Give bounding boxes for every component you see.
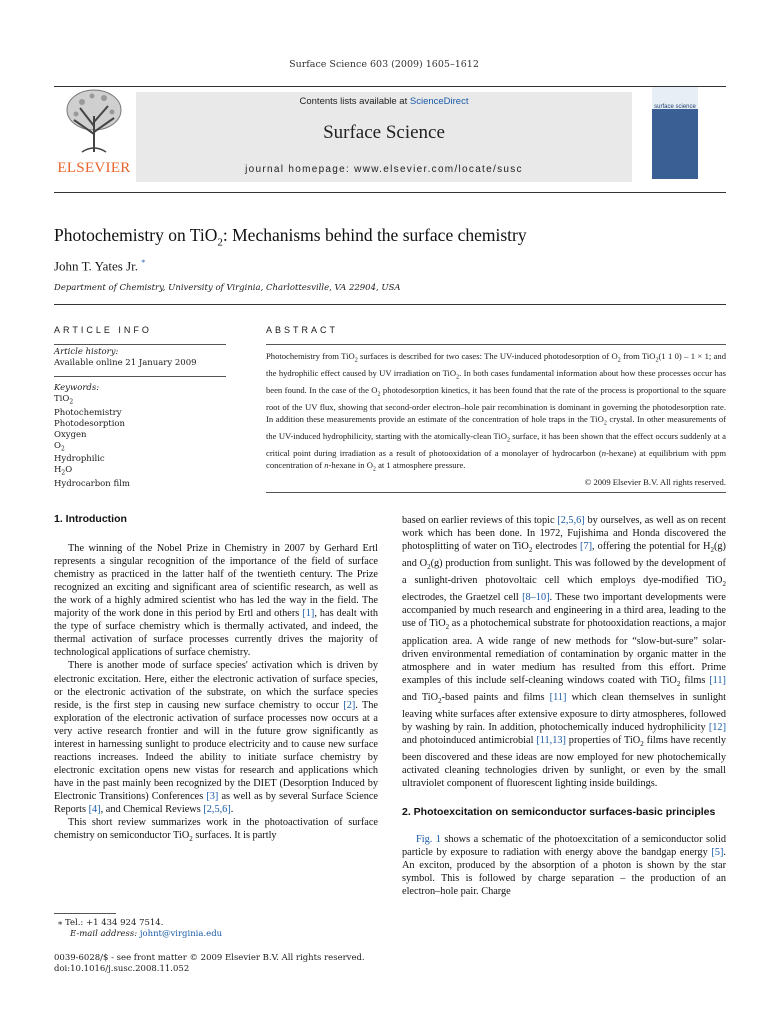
publisher-name: ELSEVIER — [57, 160, 131, 176]
reference-link[interactable]: [2,5,6] — [557, 515, 585, 526]
footnote-tel: ⁎ Tel.: +1 434 924 7514. — [58, 918, 164, 928]
reference-link[interactable]: [11,13] — [536, 734, 566, 746]
elsevier-logo — [54, 86, 134, 182]
email-link[interactable]: johnt@virginia.edu — [139, 929, 223, 939]
cover-label: surface science — [654, 104, 696, 110]
header-rule-bottom — [54, 192, 726, 193]
title-rule — [54, 304, 726, 305]
reference-link[interactable]: [11] — [549, 691, 567, 703]
title-part1: Photochemistry on TiO — [54, 225, 218, 245]
footnote-rule — [54, 913, 116, 914]
journal-homepage[interactable]: journal homepage: www.elsevier.com/locate/susc — [245, 164, 523, 175]
intro-paragraph-2: There is another mode of surface species' activation which is driven by electronic excitation. Here, either the electronic activation of surface species, or the electronic activation of the substrate, on which the surface species reside, is the first step in causing new surface chemistry to occur [2]. The exploration of the electronic activation of surface processes now occurs at a very active research frontier and will in the future grow significantly as interest in harnessing sunlight to produce electricity and to cause new surface reactions increases. Indeed the ability to initiate surface chemistry by electronic excitation opens new vistas for research and applications which have in the past mainly been recognized by the DIET (Desorption Induced by Electronic Transitions) Conferences [3] as well as by several Surface Science Reports [4], and Chemical Reviews [2,5,6]. — [54, 660, 378, 815]
author-footnote-mark[interactable]: * — [141, 258, 146, 267]
journal-citation: Surface Science 603 (2009) 1605–1612 — [289, 59, 479, 70]
intro-paragraph-1: The winning of the Nobel Prize in Chemistry in 2007 by Gerhard Ertl represents a singular recognition of the importance of the field of surface chemistry as practiced in the latter half of the twentieth century. The Prize recognized an exciting and significant area of scientific research, as well as the work of a highly admired scientist who has led the way in the field. The majority of the work done in this period by Ertl and others [1], has dealt with the type of surface chemistry which is thermally activated, and indeed, the thermal activation of surface processes currently drives the majority of technological applications of surface chemistry. — [54, 543, 378, 659]
intro-paragraph-continued: based on earlier reviews of this topic [2,5,6] by ourselves, as well as on recent work which has been done. In 1972, Fujishima and Honda discovered the photosplitting of water on TiO$_2$ electrodes [7], offering the potential for $H_2(g)$ and $O_2(g)$ production from sunlight. This was followed by the development of a sunlight-driven photovoltaic cell which employs dye-modified TiO$_2$ electrodes, the Graetzel cell [8–10]. These two important developments were accompanied by much research and engineering in a third area, leading to the use of TiO$_2$ as a photochemical substrate for photooxidation reactions, a major application area. A wide range of new methods for “slow-but-sure” solar-driven environmental remediation of contamination by organic matter in the atmosphere and in water medium has resulted from this effort. Prime examples of this include self-cleaning windows coated with TiO$_2$ films [11] and TiO$_2$-based paints and films [11] which clean themselves in sunlight leaving white surfaces after extensive exposure to dirty atmospheres, followed by washing by rain. In addition, photochemically induced hydrophilicity [12] and photoinduced antimicrobial [11,13] properties of TiO$_2$ films have recently been discovered and these ideas are now employed for new photochemically activated cleaning technologies driven by sunlight, or even by the small ultraviolet component of fluorescent lighting inside buildings. — [402, 515, 726, 790]
header-rule-top — [54, 86, 726, 87]
figure-link[interactable]: Fig. 1 — [416, 834, 441, 846]
keyword-item: Photodesorption — [54, 418, 126, 429]
keyword-item: $O_2$ — [54, 440, 65, 453]
reference-link[interactable]: [7] — [580, 541, 593, 553]
issn-line: 0039-6028/$ - see front matter © 2009 Elsevier B.V. All rights reserved. — [54, 953, 365, 963]
keywords-list — [54, 394, 130, 490]
article-info-rule — [54, 344, 226, 345]
title-subscript: 2 — [217, 236, 223, 249]
journal-title: Surface Science — [323, 122, 445, 143]
abstract-copyright: © 2009 Elsevier B.V. All rights reserved. — [584, 476, 726, 487]
abstract-rule-top — [266, 344, 726, 345]
keywords-label: Keywords: — [54, 383, 100, 393]
article-info-heading: ARTICLE INFO — [54, 325, 152, 335]
article-title — [54, 225, 734, 249]
doi-line[interactable]: doi:10.1016/j.susc.2008.11.052 — [54, 964, 190, 974]
history-value: Available online 21 January 2009 — [54, 358, 197, 368]
keyword-item: Hydrophilic — [54, 454, 105, 465]
journal-cover-image — [652, 87, 698, 179]
keyword-item: Hydrocarbon film — [54, 479, 130, 490]
intro-paragraph-3: This short review summarizes work in the photoactivation of surface chemistry on semiconductor TiO$_2$ surfaces. It is partly — [54, 817, 378, 844]
keyword-item: Photochemistry — [54, 407, 122, 418]
section-2-paragraph-1: Fig. 1 shows a schematic of the photoexcitation of a semiconductor solid particle by exposure to radiation with energy above the bandgap energy [5]. An exciton, produced by the absorption of a photon is shown by the star symbol. This is followed by charge separation – the production of an electron–hole pair. Charge — [402, 834, 726, 898]
section-2-heading: 2. Photoexcitation on semiconductor surfaces-basic principles — [402, 806, 716, 819]
footnote-email — [70, 929, 222, 940]
keyword-item: Oxygen — [54, 429, 87, 440]
sciencedirect-link[interactable]: ScienceDirect — [409, 96, 469, 107]
contents-line — [136, 96, 632, 107]
reference-link[interactable]: [1] — [302, 608, 315, 620]
reference-link[interactable]: [4] — [88, 803, 101, 815]
abstract-heading: ABSTRACT — [266, 325, 339, 335]
abstract-body — [266, 350, 726, 488]
footnote-tel-text: Tel.: +1 434 924 7514. — [64, 918, 164, 928]
right-column — [402, 514, 726, 899]
keyword-item: $H_2O$ — [54, 465, 73, 478]
keywords-rule — [54, 376, 226, 377]
reference-link[interactable]: [11] — [709, 674, 726, 686]
email-label: E-mail address: — [70, 929, 140, 939]
affiliation: Department of Chemistry, University of Virginia, Charlottesville, VA 22904, USA — [54, 283, 401, 293]
abstract-rule-bottom — [266, 492, 726, 493]
abstract-paragraph: Photochemistry from TiO$_2$ surfaces is described for two cases: The UV-induced photodesorption of $O_2$ from TiO$_2$(1 1 0) – 1 × 1; and the hydrophilic effect caused by UV irradiation on TiO$_2$. In both cases fundamental information about how these processes occur has been found. In the case of the $O_2$ photodesorption kinetics, it has been found that the rate of the process is proportional to the square root of the UV flux, showing that second-order electron–hole pair recombination is dominant in governing the photodesorption rate. In addition these measurements provide an estimate of the concentration of hole traps in the TiO$_2$ crystal. In other measurements of the UV-induced hydrophilicity, starting with the atomically-clean TiO$_2$ surface, it has been shown that the effect occurs suddenly at a critical point during irradiation as a result of photooxidation of a monolayer of hydrocarbon (n-hexane) at equilibrium with ppm concentration of n-hexane in $O_2$ at 1 atmosphere pressure. — [266, 351, 727, 473]
contents-prefix: Contents lists available at — [299, 96, 410, 107]
author-name: John T. Yates Jr. — [54, 258, 139, 274]
reference-link[interactable]: [8–10] — [522, 592, 550, 604]
journal-header-band — [136, 92, 632, 182]
title-part2: : Mechanisms behind the surface chemistry — [222, 225, 527, 245]
tree-icon — [62, 86, 126, 154]
reference-link[interactable]: [12] — [708, 721, 726, 733]
section-1-heading: 1. Introduction — [54, 513, 127, 525]
keyword-item: TiO$_2$ — [54, 394, 74, 406]
reference-link[interactable]: [3] — [206, 790, 219, 802]
history-label: Article history: — [54, 347, 119, 357]
author-line — [54, 258, 145, 274]
reference-link[interactable]: [2] — [343, 699, 356, 711]
reference-link[interactable]: [5] — [711, 847, 724, 859]
left-column — [54, 513, 378, 846]
reference-link[interactable]: [2,5,6] — [203, 803, 231, 815]
